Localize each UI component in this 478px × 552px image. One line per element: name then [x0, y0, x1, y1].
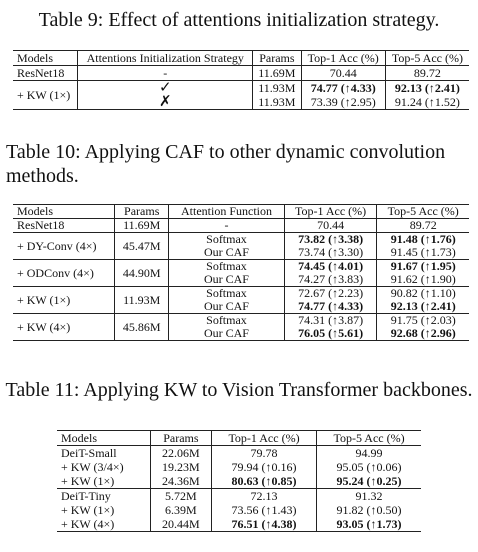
table11-header-top1: Top-1 Acc (%) — [211, 431, 316, 446]
table10-top5-0-1: 91.45 (↑1.73) — [390, 245, 456, 259]
table11-params-0-1: 19.23M — [150, 460, 211, 474]
table10-function-0-0: Softmax — [169, 233, 285, 247]
table10-top1-0-0 — [284, 233, 377, 247]
table11-top5-0-1: 95.05 (↑0.06) — [336, 459, 402, 474]
table10-model-0: + DY-Conv (4×) — [13, 233, 115, 260]
table10-function-2-0: Softmax — [169, 287, 285, 301]
table10-function-2-1: Our CAF — [169, 300, 285, 314]
table10-top1-1-0 — [284, 260, 377, 274]
table10-function-1-0: Softmax — [169, 260, 285, 274]
table11-caption: Table 11: Applying KW to Vision Transformer backbones. — [5, 379, 473, 401]
table9-header-strategy: Attentions Initialization Strategy — [78, 51, 253, 66]
cross-icon: ✗ — [158, 94, 172, 110]
table10-model-3: + KW (4×) — [13, 314, 115, 341]
table11-top1-0-2 — [211, 474, 316, 489]
table10-top1-3-0: 74.31 (↑3.87) — [284, 314, 377, 328]
table10-caption-line2: methods. — [6, 165, 79, 187]
table10-top1-2-1 — [284, 300, 377, 314]
table9-kw-top5-1: 91.24 (↑1.52) — [385, 95, 469, 110]
table11-row-1-1 — [57, 503, 421, 517]
table9-baseline-top1: 70.44 — [301, 66, 385, 81]
table11-top1-0-2-bold: 80.63 (↑0.85) — [231, 473, 297, 488]
table11-model-1-2: + KW (4×) — [57, 517, 150, 532]
table11-model-1-1: + KW (1×) — [57, 503, 150, 517]
table11 — [57, 430, 421, 532]
table11-header-top5: Top-5 Acc (%) — [333, 430, 405, 445]
table9-baseline-strategy: - — [78, 66, 253, 81]
table11-top5-1-2-bold: 93.05 (↑1.73) — [336, 516, 402, 531]
table11-row-1-2 — [57, 517, 421, 532]
table10 — [13, 204, 469, 341]
table11-row-1-0 — [57, 489, 421, 504]
table10-header-row — [13, 205, 469, 219]
table10-top5-3-1-bold: 92.68 (↑2.96) — [390, 326, 456, 340]
table11-params-0-2: 24.36M — [150, 474, 211, 489]
table10-params-1: 44.90M — [115, 260, 169, 287]
table10-top5-1-0-bold: 91.67 (↑1.95) — [390, 259, 456, 273]
table10-params-0: 45.47M — [115, 233, 169, 260]
table11-header-params: Params — [150, 431, 211, 446]
table9-header-params: Params — [253, 51, 302, 66]
table9-kw-params-1: 11.93M — [253, 95, 302, 110]
table10-header-models: Models — [13, 205, 115, 219]
table10-top5-0-0 — [377, 233, 469, 247]
table10-header-top1: Top-1 Acc (%) — [284, 205, 377, 219]
table11-header-row — [57, 431, 421, 446]
table10-baseline-model: ResNet18 — [13, 219, 115, 233]
table10-top1-3-1 — [284, 327, 377, 341]
table10-header-function: Attention Function — [169, 205, 285, 219]
table10-function-1-1: Our CAF — [169, 273, 285, 287]
table11-params-0-0: 22.06M — [150, 446, 211, 461]
table10-top1-0-0-bold: 73.82 (↑3.38) — [298, 232, 364, 246]
table11-top5-1-0: 91.32 — [317, 489, 421, 504]
table10-top1-2-0: 72.67 (↑2.23) — [284, 287, 377, 301]
table11-model-0-2: + KW (1×) — [57, 474, 150, 489]
table10-row-baseline — [13, 219, 469, 233]
table10-row-1-0 — [13, 260, 469, 274]
table11-top5-0-2 — [317, 474, 421, 489]
table9-baseline-params: 11.69M — [253, 66, 302, 81]
table11-top5-0-2-bold: 95.24 (↑0.25) — [336, 473, 402, 488]
table9 — [13, 50, 469, 110]
table10-row-3-0 — [13, 314, 469, 328]
table9-row-baseline — [13, 66, 469, 81]
table11-row-0-1 — [57, 460, 421, 474]
table9-header-top1: Top-1 Acc (%) — [301, 51, 385, 66]
table10-baseline-function: - — [169, 219, 285, 233]
table10-model-2: + KW (1×) — [13, 287, 115, 314]
table11-top5-0-0: 94.99 — [355, 445, 383, 460]
table11-params-1-2: 20.44M — [150, 517, 211, 532]
table10-row-2-0 — [13, 287, 469, 301]
table10-top5-2-0: 90.82 (↑1.10) — [377, 287, 469, 301]
table11-top1-0-0: 79.78 — [211, 446, 316, 461]
table10-top1-3-1-bold: 76.05 (↑5.61) — [298, 326, 364, 340]
table11-top1-1-2-bold: 76.51 (↑4.38) — [231, 516, 297, 531]
table10-top1-1-0-bold: 74.45 (↑4.01) — [298, 259, 364, 273]
table10-top5-3-0: 91.75 (↑2.03) — [377, 314, 469, 328]
table10-baseline-top5: 89.72 — [409, 218, 437, 232]
table9-kw-top1-0 — [301, 81, 385, 96]
table9-kw-top1-1: 73.39 (↑2.95) — [301, 95, 385, 110]
table11-params-1-0: 5.72M — [150, 489, 211, 504]
table11-top5-1-1: 91.82 (↑0.50) — [336, 502, 402, 517]
table10-caption-line1: Table 10: Applying CAF to other dynamic convolution — [6, 141, 446, 163]
table9-baseline-top5: 89.72 — [413, 65, 441, 80]
table10-baseline-top1: 70.44 — [284, 219, 377, 233]
table10-top5-1-0 — [377, 260, 469, 274]
table9-row-kw-0 — [13, 81, 469, 96]
table9-header-top5: Top-5 Acc (%) — [391, 50, 463, 65]
table10-function-3-0: Softmax — [169, 314, 285, 328]
table10-model-1: + ODConv (4×) — [13, 260, 115, 287]
table10-top5-3-1 — [377, 327, 469, 341]
table11-top1-0-1: 79.94 (↑0.16) — [211, 460, 316, 474]
table11-row-0-2 — [57, 474, 421, 489]
table9-kw-strategy-1 — [78, 95, 253, 110]
table10-params-2: 11.93M — [115, 287, 169, 314]
table11-model-0-1: + KW (3/4×) — [57, 460, 150, 474]
checkmark-icon: ✓ — [158, 80, 172, 96]
table9-kw-top5-0-bold: 92.13 (↑2.41) — [394, 80, 460, 95]
table9-kw-model: + KW (1×) — [13, 81, 78, 110]
table9-kw-params-0: 11.93M — [253, 81, 302, 96]
table10-function-3-1: Our CAF — [169, 327, 285, 341]
table10-top5-2-1 — [377, 300, 469, 314]
table10-row-0-0 — [13, 233, 469, 247]
table10-top5-0-0-bold: 91.48 (↑1.76) — [390, 232, 456, 246]
table11-top1-1-2 — [211, 517, 316, 532]
table11-top1-1-0: 72.13 — [211, 489, 316, 504]
table10-top1-0-1: 73.74 (↑3.30) — [284, 246, 377, 260]
table9-kw-top1-0-bold: 74.77 (↑4.33) — [310, 80, 376, 95]
table11-params-1-1: 6.39M — [150, 503, 211, 517]
table11-top5-1-2 — [317, 517, 421, 532]
table10-top1-1-1: 74.27 (↑3.83) — [284, 273, 377, 287]
table11-top1-1-1: 73.56 (↑1.43) — [211, 503, 316, 517]
table10-header-params: Params — [115, 205, 169, 219]
table11-header-models: Models — [57, 431, 150, 446]
table11-row-0-0 — [57, 446, 421, 461]
table9-kw-strategy-0 — [78, 81, 253, 96]
table9-baseline-model: ResNet18 — [13, 66, 78, 81]
table11-model-1-0: DeiT-Tiny — [57, 489, 150, 504]
table10-baseline-params: 11.69M — [115, 219, 169, 233]
table9-row-kw-1 — [13, 95, 469, 110]
table10-top5-2-1-bold: 92.13 (↑2.41) — [390, 299, 456, 313]
table10-top5-1-1: 91.62 (↑1.90) — [390, 272, 456, 286]
table9-kw-top5-0 — [385, 81, 469, 96]
table9-header-row — [13, 51, 469, 66]
table10-function-0-1: Our CAF — [169, 246, 285, 260]
table11-model-0-0: DeiT-Small — [57, 446, 150, 461]
table10-header-top5: Top-5 Acc (%) — [387, 204, 459, 218]
table10-params-3: 45.86M — [115, 314, 169, 341]
table10-top1-2-1-bold: 74.77 (↑4.33) — [298, 299, 364, 313]
table9-caption: Table 9: Effect of attentions initialization strategy. — [38, 9, 440, 31]
table9-header-models: Models — [13, 51, 78, 66]
